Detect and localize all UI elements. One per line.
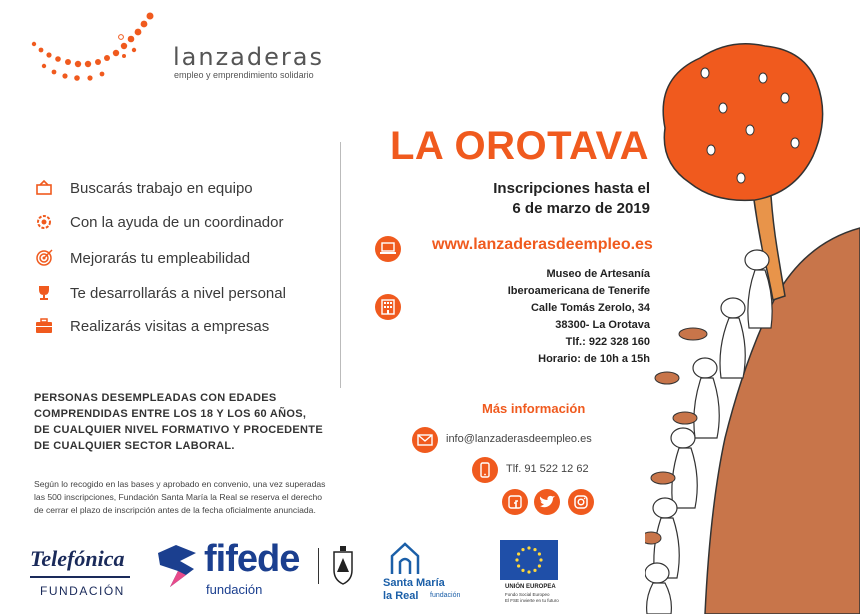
target-audience <box>34 390 354 454</box>
instagram-icon[interactable] <box>568 489 594 515</box>
briefcase-icon <box>34 316 54 336</box>
benefit-item <box>34 314 269 338</box>
brand-name: lanzaderas <box>173 43 324 71</box>
address-line: Iberoamericana de Tenerife <box>507 285 650 297</box>
eu-sublabel: Fondo Social Europeo <box>505 592 550 597</box>
brand-tagline: empleo y emprendimiento solidario <box>174 70 314 80</box>
logo-divider <box>318 548 319 584</box>
telefonica-logo: Telefónica <box>30 546 125 571</box>
address-hours: Horario: de 10h a 15h <box>538 353 650 365</box>
benefit-label: Buscarás trabajo en equipo <box>70 179 253 197</box>
legal-line: las 500 inscripciones, Fundación Santa María la Real se reserva el derecho <box>34 492 323 502</box>
lanzaderas-logo-dots <box>30 10 170 90</box>
contact-email[interactable]: info@lanzaderasdeempleo.es <box>446 433 592 445</box>
benefit-label: Mejorarás tu empleabilidad <box>70 249 251 267</box>
santa-maria-subtitle: fundación <box>430 592 461 599</box>
vertical-divider <box>340 142 341 388</box>
santa-maria-logo-mark <box>386 540 424 576</box>
target-line: DE CUALQUIER NIVEL FORMATIVO Y PROCEDENTE <box>34 424 323 436</box>
cabildo-crest-icon <box>326 544 360 590</box>
fifede-logo: fifede <box>204 538 300 580</box>
santa-maria-logo: Santa María <box>383 577 445 589</box>
deadline-line-1: Inscripciones hasta el <box>493 180 650 197</box>
handshake-icon <box>34 178 54 198</box>
building-icon <box>375 294 401 320</box>
address-phone: Tlf.: 922 328 160 <box>565 336 650 348</box>
address-line: 38300- La Orotava <box>555 319 650 331</box>
laptop-icon <box>375 236 401 262</box>
target-icon <box>34 248 54 268</box>
fifede-subtitle: fundación <box>206 582 263 597</box>
benefit-item <box>34 281 286 305</box>
benefit-item <box>34 246 250 270</box>
legal-line: de cerrar el plazo de inscripción antes de la fecha oficialmente anunciada. <box>34 505 316 515</box>
tree-illustration <box>645 38 860 614</box>
email-icon <box>412 427 438 453</box>
eu-label: UNIÓN EUROPEA <box>505 584 556 590</box>
eu-sublabel: El FSE invierte en tu futuro <box>505 598 559 603</box>
fifede-logo-mark <box>154 543 200 589</box>
town-title: LA OROTAVA <box>390 124 650 168</box>
benefit-label: Realizarás visitas a empresas <box>70 317 270 335</box>
telefonica-underline <box>30 576 130 578</box>
facebook-icon[interactable] <box>502 489 528 515</box>
target-line: DE CUALQUIER SECTOR LABORAL. <box>34 440 235 452</box>
gear-person-icon <box>34 212 54 232</box>
contact-phone[interactable]: Tlf. 91 522 12 62 <box>506 463 589 475</box>
website-link[interactable]: www.lanzaderasdeempleo.es <box>432 236 653 253</box>
target-line: PERSONAS DESEMPLEADAS CON EDADES <box>34 392 277 404</box>
benefit-label: Te desarrollarás a nivel personal <box>70 284 286 302</box>
santa-maria-logo-line2: la Real <box>383 590 419 602</box>
benefit-item <box>34 176 253 200</box>
telefonica-subtitle: FUNDACIÓN <box>40 584 125 598</box>
address-line: Calle Tomás Zerolo, 34 <box>530 302 650 314</box>
target-line: COMPRENDIDAS ENTRE LOS 18 Y LOS 60 AÑOS, <box>34 408 307 420</box>
twitter-icon[interactable] <box>534 489 560 515</box>
legal-line: Según lo recogido en las bases y aprobado en convenio, una vez superadas <box>34 479 326 489</box>
trophy-icon <box>34 283 54 303</box>
address-line: Museo de Artesanía <box>546 268 650 280</box>
legal-notice <box>34 478 379 517</box>
eu-flag-icon <box>500 540 558 580</box>
deadline-line-2: 6 de marzo de 2019 <box>512 200 650 217</box>
phone-icon <box>472 457 498 483</box>
more-info-title: Más información <box>482 401 586 416</box>
benefit-item <box>34 210 284 234</box>
benefit-label: Con la ayuda de un coordinador <box>70 213 284 231</box>
